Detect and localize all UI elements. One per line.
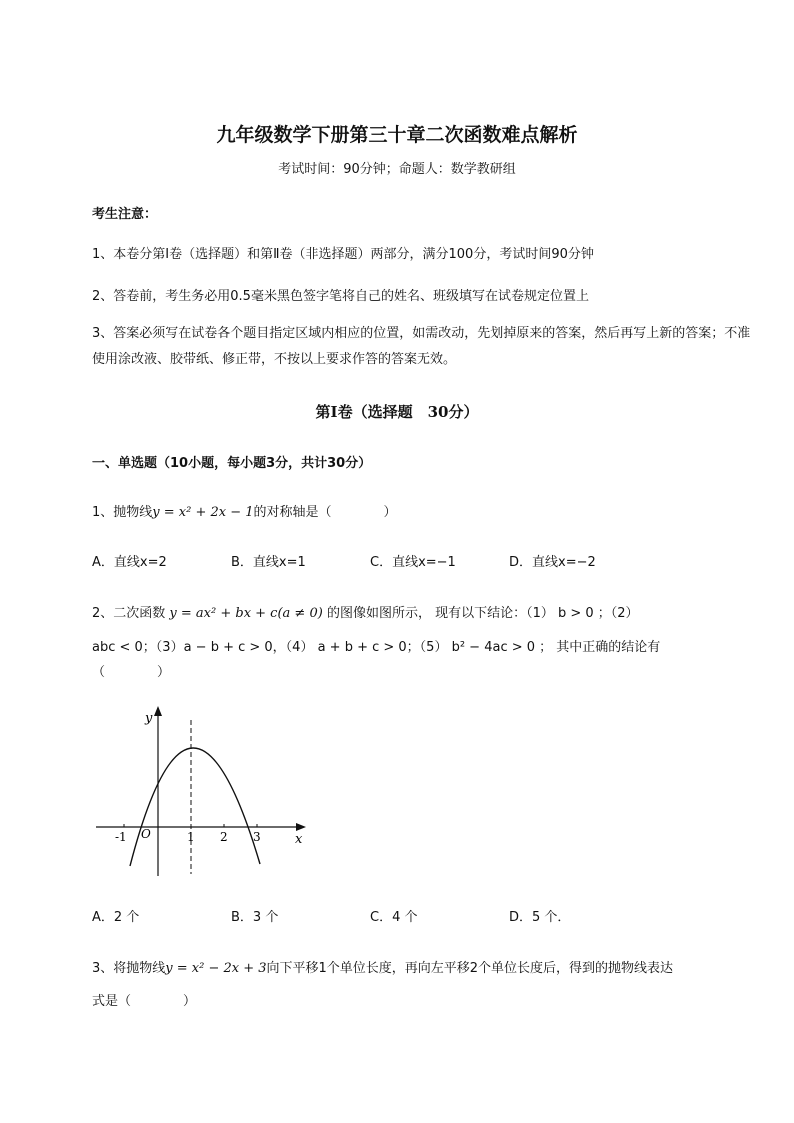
- y-axis-arrow-icon: [154, 706, 162, 716]
- q2-statements-1: 的图像如图所示， 现有以下结论：（1） b > 0 ；（2）: [326, 606, 639, 621]
- notice-heading: 考生注意：: [92, 207, 158, 222]
- q1-option-b: B．直线x=1: [231, 555, 306, 570]
- q1-prefix: 1、抛物线: [92, 505, 153, 520]
- tick-label-3: 3: [253, 830, 261, 844]
- q2-prefix: 2、二次函数: [92, 606, 166, 621]
- parabola-curve: [130, 748, 260, 866]
- tick-label-minus-1: -1: [115, 830, 127, 844]
- q2-answer-blank: （ ）: [92, 665, 171, 680]
- notice-item-1: 1、本卷分第I卷（选择题）和第Ⅱ卷（非选择题）两部分，满分100分，考试时间90分钟: [92, 247, 594, 262]
- q1-suffix: 的对称轴是（ ）: [253, 505, 397, 520]
- page-title: 九年级数学下册第三十章二次函数难点解析: [216, 124, 578, 146]
- q3-suffix: 向下平移1个单位长度，再向左平移2个单位长度后，得到的抛物线表达: [266, 961, 674, 976]
- q2-option-d: D．5 个．: [509, 910, 571, 925]
- question-2-line-1: [92, 602, 639, 621]
- tick-label-1: 1: [187, 830, 195, 844]
- q2-statements-2: abc < 0；（3）a − b + c > 0，（4） a + b + c > 0；（5） b² − 4ac > 0 ； 其中正确的结论有: [92, 640, 661, 655]
- q1-option-c: C．直线x=−1: [370, 555, 456, 570]
- y-axis-label: y: [145, 711, 153, 726]
- tick-label-2: 2: [220, 830, 228, 844]
- x-axis-arrow-icon: [296, 823, 306, 831]
- q3-prefix: 3、将抛物线: [92, 961, 166, 976]
- q2-option-b: B．3 个: [231, 910, 279, 925]
- notice-item-2: 2、答卷前，考生务必用0.5毫米黑色签字笔将自己的姓名、班级填写在试卷规定位置上: [92, 289, 589, 304]
- question-1: [92, 501, 397, 520]
- q2-option-c: C．4 个: [370, 910, 418, 925]
- q1-option-a: A．直线x=2: [92, 555, 167, 570]
- q3-expression: y = x² − 2x + 3: [165, 961, 267, 976]
- q2-expression: y = ax² + bx + c(a ≠ 0): [169, 606, 323, 621]
- q1-expression: y = x² + 2x − 1: [152, 505, 254, 520]
- q2-option-a: A．2 个: [92, 910, 140, 925]
- x-axis-label: x: [295, 832, 303, 847]
- section-title: 第I卷（选择题 30分）: [315, 403, 479, 421]
- part-heading: 一、单选题（10小题，每小题3分，共计30分）: [92, 456, 372, 471]
- q3-answer-blank: 式是（ ）: [92, 994, 197, 1009]
- parabola-graph: [90, 700, 320, 885]
- q1-option-d: D．直线x=−2: [509, 555, 596, 570]
- origin-label: O: [141, 827, 151, 841]
- notice-item-3: 3、答案必须写在试卷各个题目指定区域内相应的位置，如需改动，先划掉原来的答案，然后再写上新的答案；不准使用涂改液、胶带纸、修正带，不按以上要求作答的答案无效。: [92, 326, 751, 367]
- question-3-line-1: [92, 957, 673, 976]
- exam-subtitle: 考试时间：90分钟；命题人：数学教研组: [278, 162, 516, 177]
